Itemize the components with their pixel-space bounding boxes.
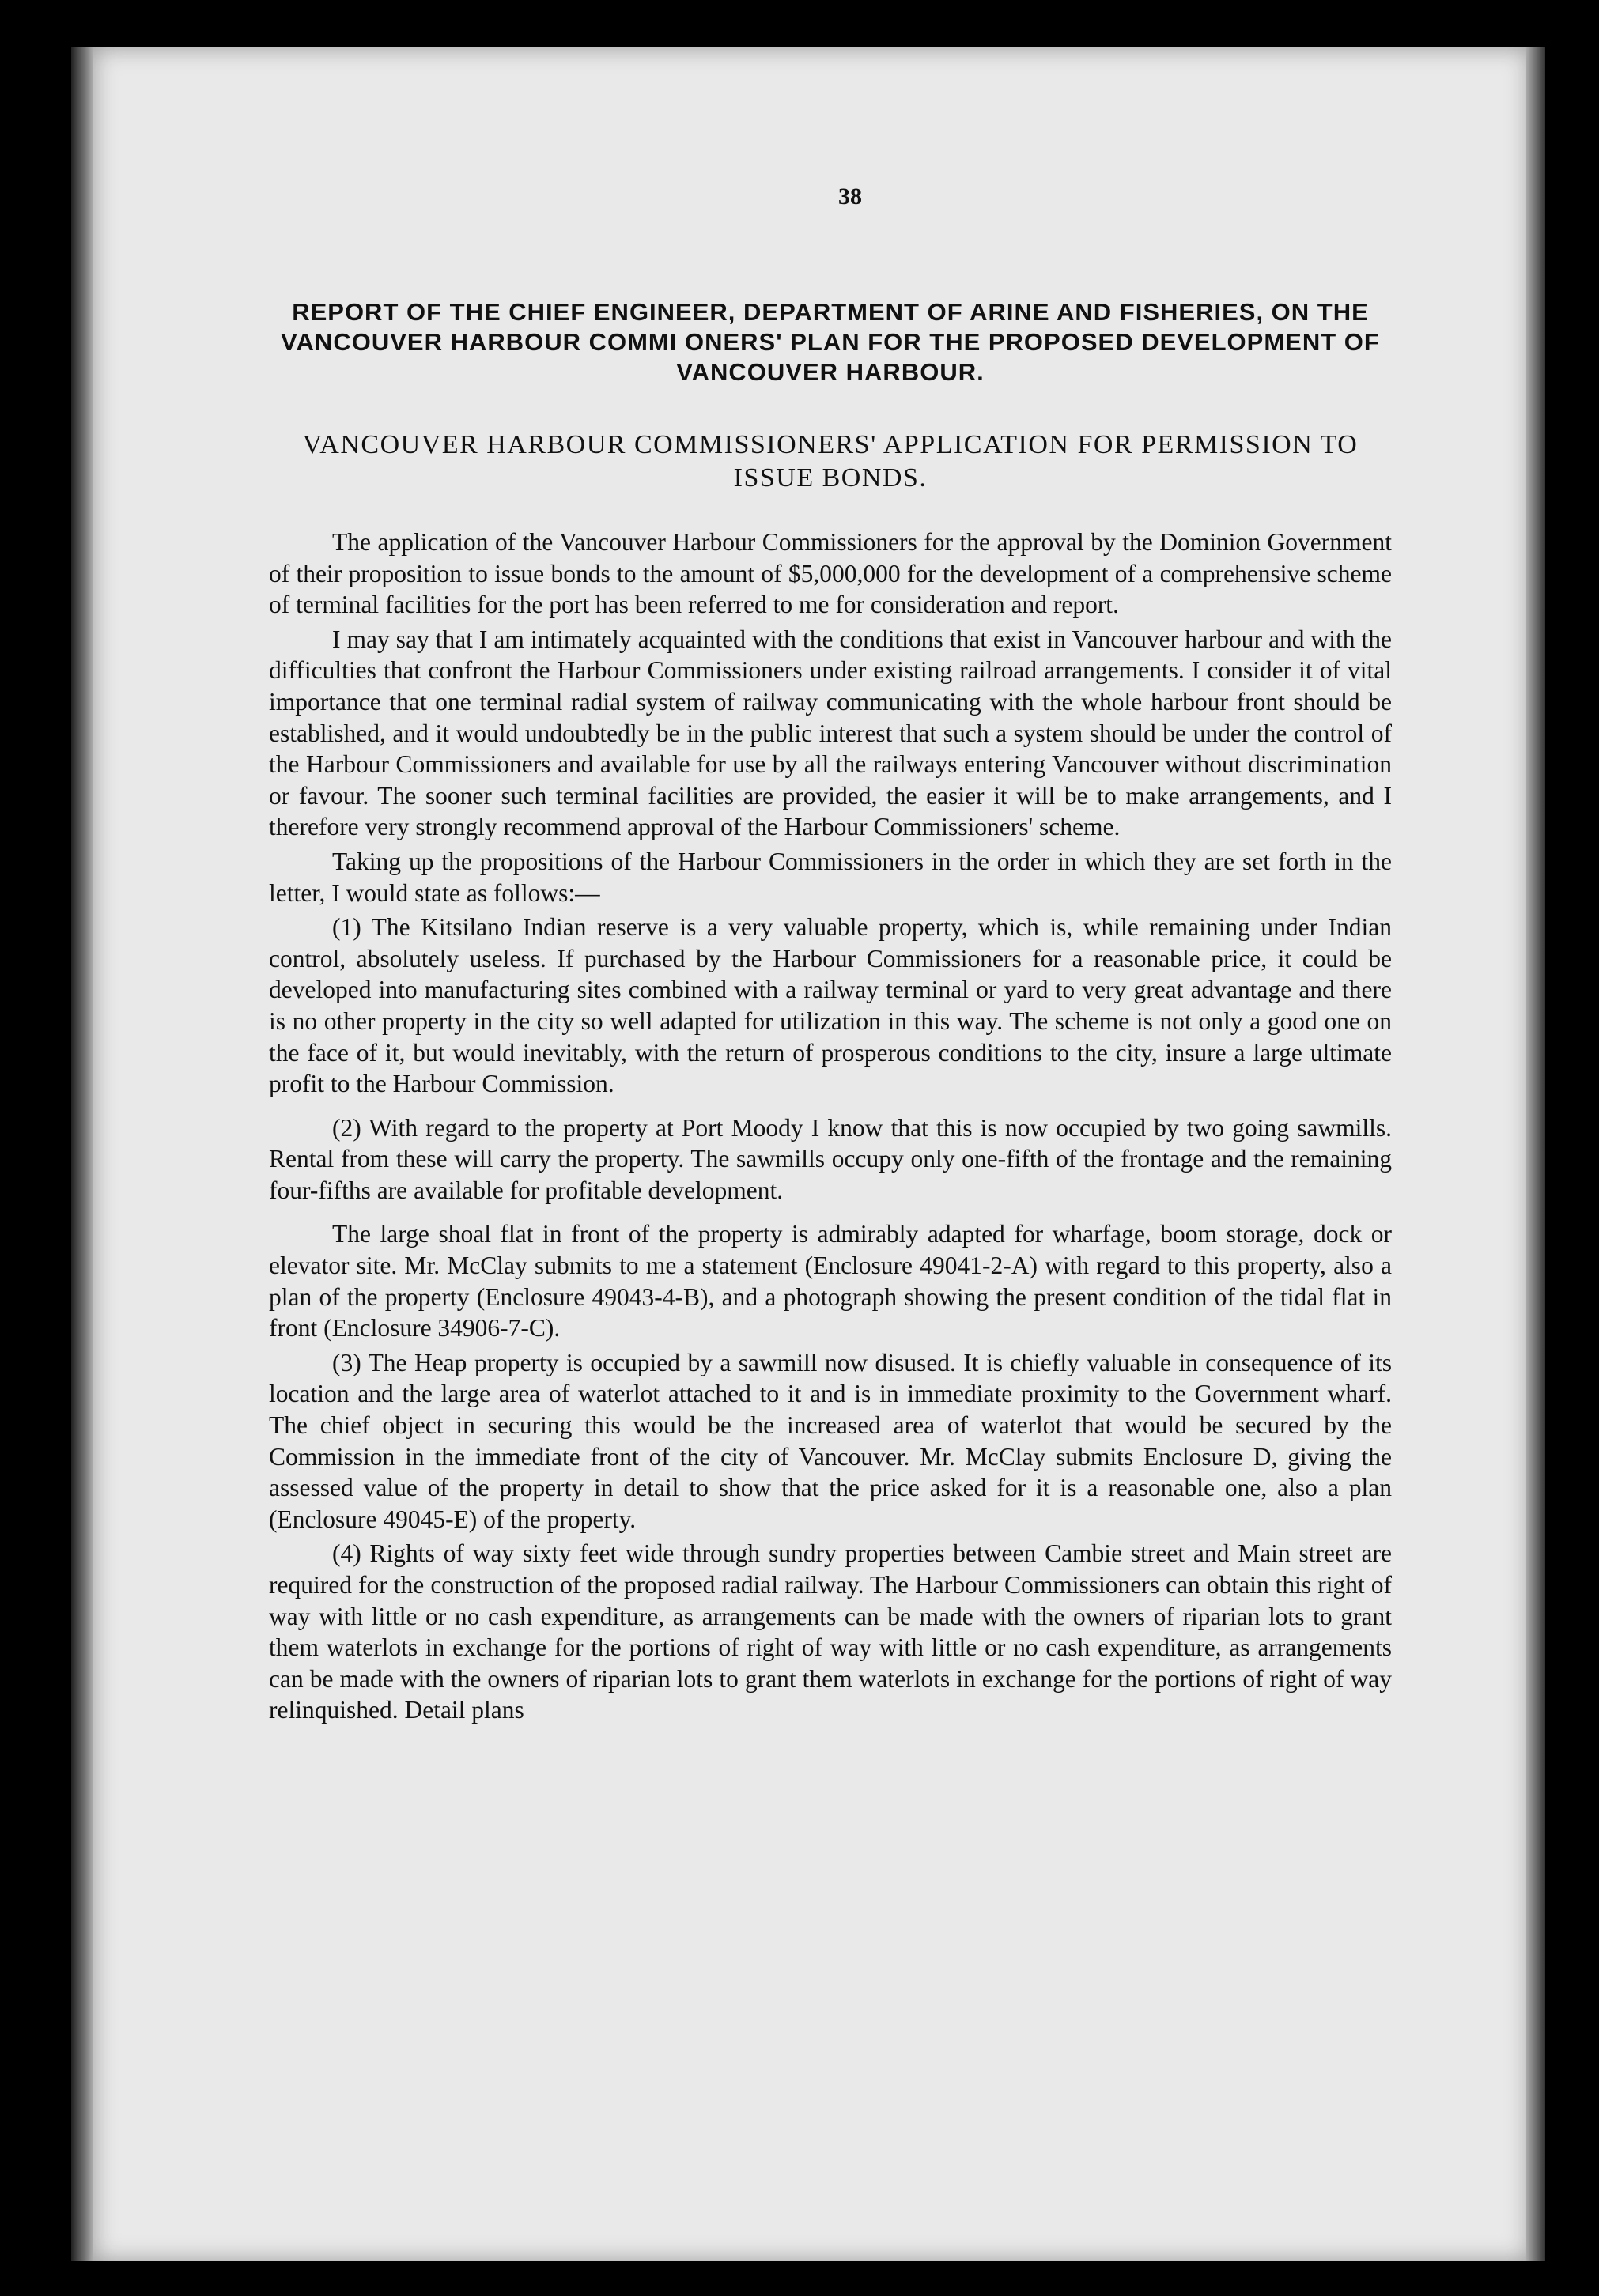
page-binding-edge xyxy=(71,47,95,2261)
paragraph-item-2-port-moody: (2) With regard to the property at Port Moody I know that this is now occupied by two going sawmills. Rental from these will carry the property. The sawmills occupy only one-fifth of the frontage and the remaining four-fifths are available for profitable development. xyxy=(269,1113,1392,1204)
paragraph-shoal-flat: The large shoal flat in front of the property is admirably adapted for wharfage, boom storage, dock or elevator site. Mr. McClay submits to me a statement (Enclosure 49041-2-A) with regard to this property, also a plan of the property (Enclosure 49043-4-B), and a photograph showing the present condition of the tidal flat in front (Enclosure 34906-7-C). xyxy=(269,1220,1392,1342)
section-subheading: VANCOUVER HARBOUR COMMISSIONERS' APPLICATION FOR PERMISSION TO ISSUE BONDS. xyxy=(302,430,1359,493)
paragraph-application: The application of the Vancouver Harbour Commissioners for the approval by the Dominion Government of their proposition to issue bonds to the amount of $5,000,000 for the development of a comprehensive scheme of terminal facilities for the port has been referred to me for consideration and report. xyxy=(269,528,1392,619)
document-body xyxy=(174,183,1392,1729)
paragraph-item-4-rights-of-way: (4) Rights of way sixty feet wide through sundry properties between Cambie street and Main street are required for the construction of the proposed radial railway. The Harbour Commissioners can obtain this right of way with little or no cash expenditure, as arrangements can be made with the owners of riparian lots to grant them waterlots in exchange for the portions of right of way with little or no cash expenditure, as arrangements can be made with the owners of riparian lots to grant them waterlots in exchange for the portions of right of way relinquished. Detail plans xyxy=(269,1539,1392,1724)
page-number: 38 xyxy=(838,183,862,210)
paragraph-propositions-intro: Taking up the propositions of the Harbour Commissioners in the order in which they are set forth in the letter, I would state as follows:— xyxy=(269,847,1392,907)
report-heading: REPORT OF THE CHIEF ENGINEER, DEPARTMENT OF ARINE AND FISHERIES, ON THE VANCOUVER HARBOUR COMMI ONERS' PLAN FOR THE PROPOSED DEVELOPMENT OF VANCOUVER HARBOUR. xyxy=(281,298,1380,386)
paragraph-item-1-kitsilano: (1) The Kitsilano Indian reserve is a very valuable property, which is, while remaining under Indian control, absolutely useless. If purchased by the Harbour Commissioners for a reasonable price, it could be developed into manufacturing sites combined with a railway terminal or yard to very great advantage and there is no other property in the city so well adapted for utilization in this way. The scheme is not only a good one on the face of it, but would inevitably, with the return of prosperous conditions to the city, insure a large ultimate profit to the Harbour Commission. xyxy=(269,913,1392,1098)
paragraph-item-3-heap-property: (3) The Heap property is occupied by a sawmill now disused. It is chiefly valuable in consequence of its location and the large area of waterlot attached to it and is in immediate proximity to the Government wharf. The chief object in securing this would be the increased area of waterlot that would be secured by the Commission in the immediate front of the city of Vancouver. Mr. McClay submits Enclosure D, giving the assessed value of the property in detail to show that the price asked for it is a reasonable one, also a plan (Enclosure 49045-E) of the property. xyxy=(269,1348,1392,1533)
page-right-edge xyxy=(1526,47,1545,2261)
paragraph-conditions: I may say that I am intimately acquainted with the conditions that exist in Vancouver harbour and with the difficulties that confront the Harbour Commissioners under existing railroad arrangements. I consider it of vital importance that one terminal radial system of railway communicating with the whole harbour front should be established, and it would undoubtedly be in the public interest that such a system should be under the control of the Harbour Commissioners and available for use by all the railways entering Vancouver without discrimination or favour. The sooner such terminal facilities are provided, the easier it will be to make arrangements, and I therefore very strongly recommend approval of the Harbour Commissioners' scheme. xyxy=(269,625,1392,841)
